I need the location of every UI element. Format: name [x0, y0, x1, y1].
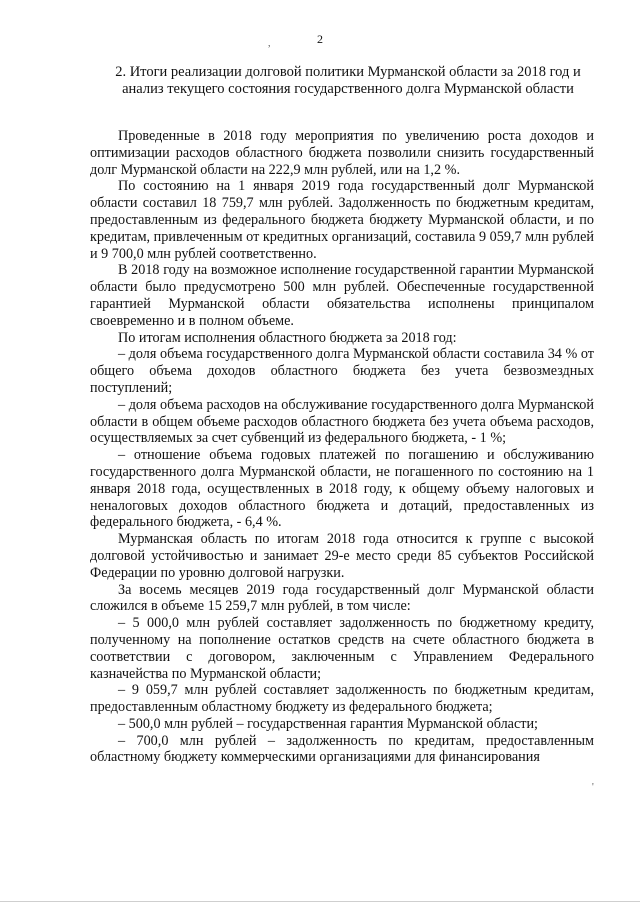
paragraph: В 2018 году на возможное исполнение государственной гарантии Мурманской области было предусмотрено 500 млн рублей. Обеспеченные государственной гарантией Мурманской области обязательства исполнены принципалом своевременно и в полном объеме.: [90, 262, 594, 329]
page-bottom-edge: [0, 901, 640, 902]
scan-mark: ': [592, 782, 594, 793]
list-item: – 9 059,7 млн рублей составляет задолженность по бюджетным кредитам, предоставленным областному бюджету из федерального бюджета;: [90, 682, 594, 716]
list-item: – 700,0 млн рублей – задолженность по кредитам, предоставленным областному бюджету коммерческими организациями для финансирования: [90, 732, 594, 766]
list-item: – доля объема расходов на обслуживание государственного долга Мурманской области в общем объеме расходов областного бюджета без учета объема расходов, осуществляемых за счет субвенций из федерального бюджета, - 1 %;: [90, 396, 594, 447]
list-item: – 5 000,0 млн рублей составляет задолженность по бюджетному кредиту, полученному на пополнение остатков средств на счете областного бюджета в соответствии с договором, заключенным с Управлением Федерального казначейства по Мурманской области;: [90, 615, 594, 682]
paragraph: По итогам исполнения областного бюджета за 2018 год:: [118, 329, 457, 346]
section-title: 2. Итоги реализации долговой политики Мурманской области за 2018 год и анализ текущего состояния государственного долга Мурманской области: [115, 64, 581, 97]
paragraph: За восемь месяцев 2019 года государственный долг Мурманской области сложился в объеме 15 259,7 млн рублей, в том числе:: [90, 581, 594, 615]
document-body: [90, 128, 594, 766]
list-item: – отношение объема годовых платежей по погашению и обслуживанию государственного долга Мурманской области, не погашенного по состоянию на 1 января 2018 года, осуществленных в 2018 году, к общему объему налоговых и неналоговых доходов областного бюджета и дотаций, предоставленных из федерального бюджета, - 6,4 %.: [90, 447, 594, 531]
scan-mark: ,: [268, 38, 271, 49]
paragraph: По состоянию на 1 января 2019 года государственный долг Мурманской области составил 18 759,7 млн рублей. Задолженность по бюджетным кредитам, предоставленным из федерального бюджета бюджету Мурманской области, и по кредитам, привлеченным от кредитных организаций, составила 9 059,7 млн рублей и 9 700,0 млн рублей соответственно.: [90, 178, 594, 262]
page-number: 2: [317, 32, 323, 46]
list-item: – 500,0 млн рублей – государственная гарантия Мурманской области;: [118, 715, 538, 732]
list-item: – доля объема государственного долга Мурманской области составила 34 % от общего объема доходов областного бюджета без учета безвозмездных поступлений;: [90, 346, 594, 396]
paragraph: Проведенные в 2018 году мероприятия по увеличению роста доходов и оптимизации расходов областного бюджета позволили снизить государственный долг Мурманской области на 222,9 млн рублей, или на 1,2 %.: [90, 128, 594, 178]
paragraph: Мурманская область по итогам 2018 года относится к группе с высокой долговой устойчивостью и занимает 29-е место среди 85 субъектов Российской Федерации по уровню долговой нагрузки.: [90, 531, 594, 581]
